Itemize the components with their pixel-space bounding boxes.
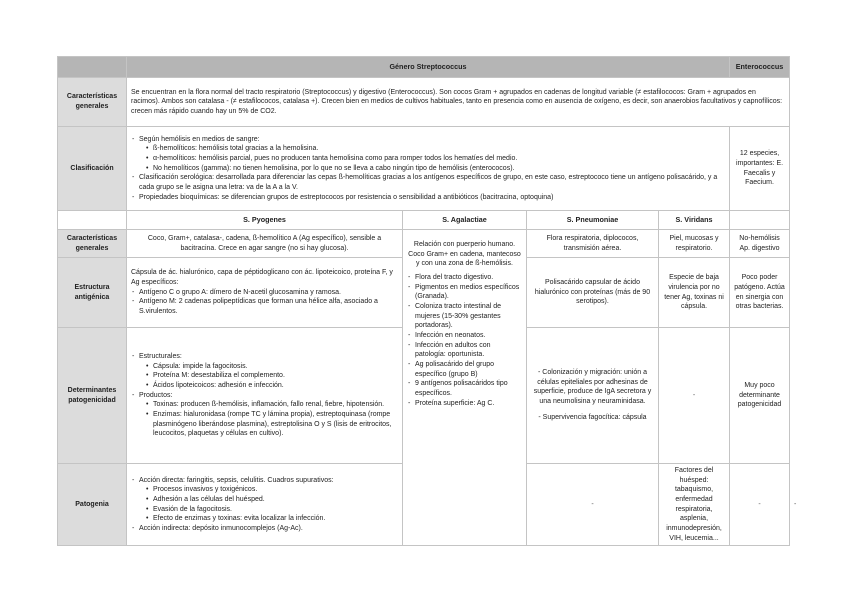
toxinas-item: • Toxinas: producen ß-hemólisis, inflamación, fallo renal, fiebre, hipotensión. [153,400,398,410]
viridans-patogenia: - [730,464,790,546]
streptococcus-table: Género Streptococcus Enterococcus Características generales Se encuentran en la flora normal del tracto respiratorio (Streptococcus) y digestivo (Enterococcus). Son cocos Gram + agrupados en cadenas de longitud variable (≠ estafilococos: Gram + agrupados en racimos). Ambos son catalasa - (≠ estafilococos, catalasa +). Crecen bien en medios de cultivos habituales, tanto en presencia como en ausencia de oxígeno, es decir, son anaerobios facultativos y capnofílicos: crecen más rápido cuando hay un 5% de CO2. Clasificación - Según hemólisis en medios de sangre: • ß-hemolíticos: hemólisis total gracias a la hemolisina. • α-hemolíticos: hemólisis parcial, pues no producen tanta hemolisina como para romper todos los hematíes del medio. • No hemolíticos (gamma): no tienen hemolisina, por lo que no se lleva a cabo ningún tipo de hemólisis (enterococos). - Clasificación serológica: desarrollada para diferenciar las cepas ß-hemolíticas gracias a los antígenos específicos de grupo, en este caso, estreptococo tiene un antígeno polisacárido, y a cada grupo se le asigna una letra: va de la A a la V. - Propiedades bioquímicas: se diferencian grupos de estreptococos por resistencia o sensibilidad a antibióticos (bacitracina, optoquina) 12 especies, importantes: E. Faecalis y Faecium. S. Pyogenes S. Agalactiae S. Pneumoniae S. Viridans Características generales Coco, Gram+, catalasa-, cadena, ß-hemolítico A (Ag específico), sensible a bacitracina. Crece en agar sangre (no si hay glucosa). Relación con puerperio humano. Coco Gram+ en cadena, mantecoso y con una zona de ß-hemólisis. - Flora del tracto digestivo. - Pigmentos en medios específicos (Granada). - Coloniza tracto intestinal de mujeres (15-30% gestantes portadoras). - Infección en neonatos. - Infección en adultos con patología: oportunista. - Ag polisacárido del grupo específico (grupo B) - 9 antígenos polisacáridos tipo específicos. - Proteína superficie: Ag C. Flora respiratoria, diplococos, transmisión aérea. Piel, mucosas y respiratorio. No-hemólisis Ap. digestivo Estructura antigénica Cápsula de ác. hialurónico, capa de péptidoglicano con ác. lipoteicoico, proteína F, y Ag específicos: - Antígeno C o grupo A: dímero de N-acetil glucosamina y ramosa. - Antígeno M: 2 cadenas polipeptídicas que forman una hélice alfa, asociado a S.virulentos. Polisacárido capsular de ácido hialurónico con proteínas (más de 90 serotipos). Especie de baja virulencia por no tener Ag, toxinas ni cápsula. Poco poder patógeno. Actúa en sinergia con otras bacterias. Determinantes patogenicidad - Estructurales: • Cápsula: impide la fagocitosis. • Proteína M: desestabiliza el complemento. • Ácidos lipoteicoicos: adhesión e infección. - Productos: • Toxinas: producen ß-hemólisis, inflamación, fallo renal, fiebre, hipotensión. • Enzimas: hialuronidasa (rompe TC y lámina propia), estreptoquinasa (rompe plasminógeno liberándose plasmina), estreptolisina O y S (lisis de eritrocitos, leucocitos, plaquetas y células en cultivo). - Colonización y migración: unión a células epiteliales por adhesinas de superficie, produce de IgA secretora y una neumolisina y neuraminidasa. - Supervivencia fagocítica: cápsula - Muy poco determinante patogenicidad Patogenia - Acción directa: faringitis, sepsis, celulitis. Cuadros supurativos: • Procesos invasivos y toxigénicos. • Adhesión a las células del huésped. • Evasión de la fagocitosis. • Efecto de enzimas y toxinas: evita localizar la infección. - Acción indirecta: depósito inmunocomplejos (Ag-Ac). - Factores del huésped: tabaquismo, enfermedad respiratoria, asplenia, inmunodepresión, VIH, leucemia... - - [57,56,790,546]
empty-sub-corner [58,211,127,230]
pneumoniae-header: S. Pneumoniae [527,211,659,230]
row-caracteristicas-generales: Características generales [58,78,127,127]
proteina-m-item: • Proteína M: desestabiliza el complemento. [153,371,398,381]
agalactiae-item: - Ag polisacárido del grupo específico (grupo B) [415,360,522,379]
alfa-hemoliticos: • α-hemolíticos: hemólisis parcial, pues no producen tanta hemolisina como para romper todos los hematíes del medio. [153,154,725,164]
patogenia-item: • Evasión de la fagocitosis. [153,505,398,515]
capsula-item: • Cápsula: impide la fagocitosis. [153,362,398,372]
patogenia-item: • Procesos invasivos y toxigénicos. [153,485,398,495]
antigeno-m: - Antígeno M: 2 cadenas polipeptídicas que forman una hélice alfa, asociado a S.virulentos. [139,297,398,316]
agalactiae-item: - Flora del tracto digestivo. [415,273,522,283]
pyogenes-general: Coco, Gram+, catalasa-, cadena, ß-hemolítico A (Ag específico), sensible a bacitracina. Crece en agar sangre (no si hay glucosa). [127,230,403,258]
row-determinantes: Determinantes patogenicidad [58,328,127,464]
no-hemoliticos: • No hemolíticos (gamma): no tienen hemolisina, por lo que no se lleva a cabo ningún tipo de hemólisis (enterococos). [153,164,725,174]
row-patogenia: Patogenia [58,464,127,546]
agalactiae-item: - Coloniza tracto intestinal de mujeres (15-30% gestantes portadoras). [415,302,522,331]
pyogenes-determinantes [127,328,403,464]
accion-directa: Acción directa: faringitis, sepsis, celulitis. Cuadros supurativos: [139,476,334,484]
enterococcus-clasificacion: 12 especies, importantes: E. Faecalis y Faecium. [730,127,790,211]
agalactiae-cell [403,230,527,546]
pyogenes-patogenia [127,464,403,546]
estructurales-label: Estructurales: [139,353,182,361]
enterococcus-general: No-hemólisis Ap. digestivo [730,230,790,258]
pneumoniae-patogenia: Factores del huésped: tabaquismo, enfermedad respiratoria, asplenia, inmunodepresión, VIH, leucemia... [659,464,730,546]
accion-indirecta: - Acción indirecta: depósito inmunocomplejos (Ag-Ac). [139,524,398,534]
clasificacion-cell [127,127,730,211]
row-estructura-antigenica: Estructura antigénica [58,258,127,328]
colonizacion-text: - Colonización y migración: unión a células epiteliales por adhesinas de superficie, produce de IgA secretora y una neumolisina y neuraminidasa. [533,368,652,405]
agalactiae-patogenia: - [527,464,659,546]
viridans-estructura: Especie de baja virulencia por no tener Ag, toxinas ni cápsula. [659,258,730,328]
supervivencia-text: - Supervivencia fagocítica: cápsula [538,414,647,422]
row-caracteristicas-generales-2: Características generales [58,230,127,258]
general-description: Se encuentran en la flora normal del tracto respiratorio (Streptococcus) y digestivo (Enterococcus). Son cocos Gram + agrupados en cadenas de longitud variable (≠ estafilococos: Gram + agrupados en racimos). Ambos son catalasa - (≠ estafilococos, catalasa +). Crecen bien en medios de cultivos habituales, tanto en presencia como en ausencia de oxígeno, es decir, son anaerobios facultativos y capnofílicos: crecen más rápido cuando hay un 5% de CO2. [127,78,790,127]
row-clasificacion: Clasificación [58,127,127,211]
clasificacion-serologica: - Clasificación serológica: desarrollada para diferenciar las cepas ß-hemolíticas gracias a los antígenos específicos de grupo, en este caso, estreptococo tiene un antígeno polisacárido, y a cada grupo se le asigna una letra: va de la A a la V. [139,173,725,192]
antigeno-c: - Antígeno C o grupo A: dímero de N-acetil glucosamina y ramosa. [139,288,398,298]
empty-sub-entero [730,211,790,230]
viridans-determinantes: - [659,328,730,464]
agalactiae-item: - 9 antígenos polisacáridos tipo específicos. [415,379,522,398]
enzimas-item: • Enzimas: hialuronidasa (rompe TC y lámina propia), estreptoquinasa (rompe plasminógeno liberándose plasmina), estreptolisina O y S (lisis de eritrocitos, leucocitos, plaquetas y células en cultivo). [153,410,398,439]
acidos-item: • Ácidos lipoteicoicos: adhesión e infección. [153,381,398,391]
agalactiae-header: S. Agalactiae [403,211,527,230]
propiedades-bioquimicas: - Propiedades bioquímicas: se diferencian grupos de estreptococos por resistencia o sensibilidad a antibióticos (bacitracina, optoquina) [139,193,725,203]
patogenia-item: • Adhesión a las células del huésped. [153,495,398,505]
agalactiae-item: - Proteína superficie: Ag C. [415,399,522,409]
beta-hemoliticos: • ß-hemolíticos: hemólisis total gracias a la hemolisina. [153,144,725,154]
empty-corner [58,57,127,78]
enterococcus-determinantes: Muy poco determinante patogenicidad [730,328,790,464]
pyogenes-header: S. Pyogenes [127,211,403,230]
pneumoniae-general: Flora respiratoria, diplococos, transmisión aérea. [527,230,659,258]
estructura-intro: Cápsula de ác. hialurónico, capa de péptidoglicano con ác. lipoteicoico, proteína F, y Ag específicos: [131,269,393,287]
pneumoniae-determinantes [527,328,659,464]
productos-label: Productos: [139,391,173,399]
viridans-header: S. Viridans [659,211,730,230]
agalactiae-item: - Pigmentos en medios específicos (Granada). [415,283,522,302]
pyogenes-estructura [127,258,403,328]
enterococcus-header: Enterococcus [730,57,790,78]
agalactiae-item: - Infección en neonatos. [415,331,522,341]
genero-header: Género Streptococcus [127,57,730,78]
agalactiae-item: - Infección en adultos con patología: oportunista. [415,341,522,360]
viridans-general: Piel, mucosas y respiratorio. [659,230,730,258]
patogenia-item: • Efecto de enzimas y toxinas: evita localizar la infección. [153,514,398,524]
hemolisis-label: Según hemólisis en medios de sangre: [139,135,260,143]
pneumoniae-estructura: Polisacárido capsular de ácido hialurónico con proteínas (más de 90 serotipos). [527,258,659,328]
enterococcus-estructura: Poco poder patógeno. Actúa en sinergia con otras bacterias. [730,258,790,328]
agalactiae-intro: Relación con puerperio humano. Coco Gram+ en cadena, mantecoso y con una zona de ß-hemólisis. [408,241,521,268]
